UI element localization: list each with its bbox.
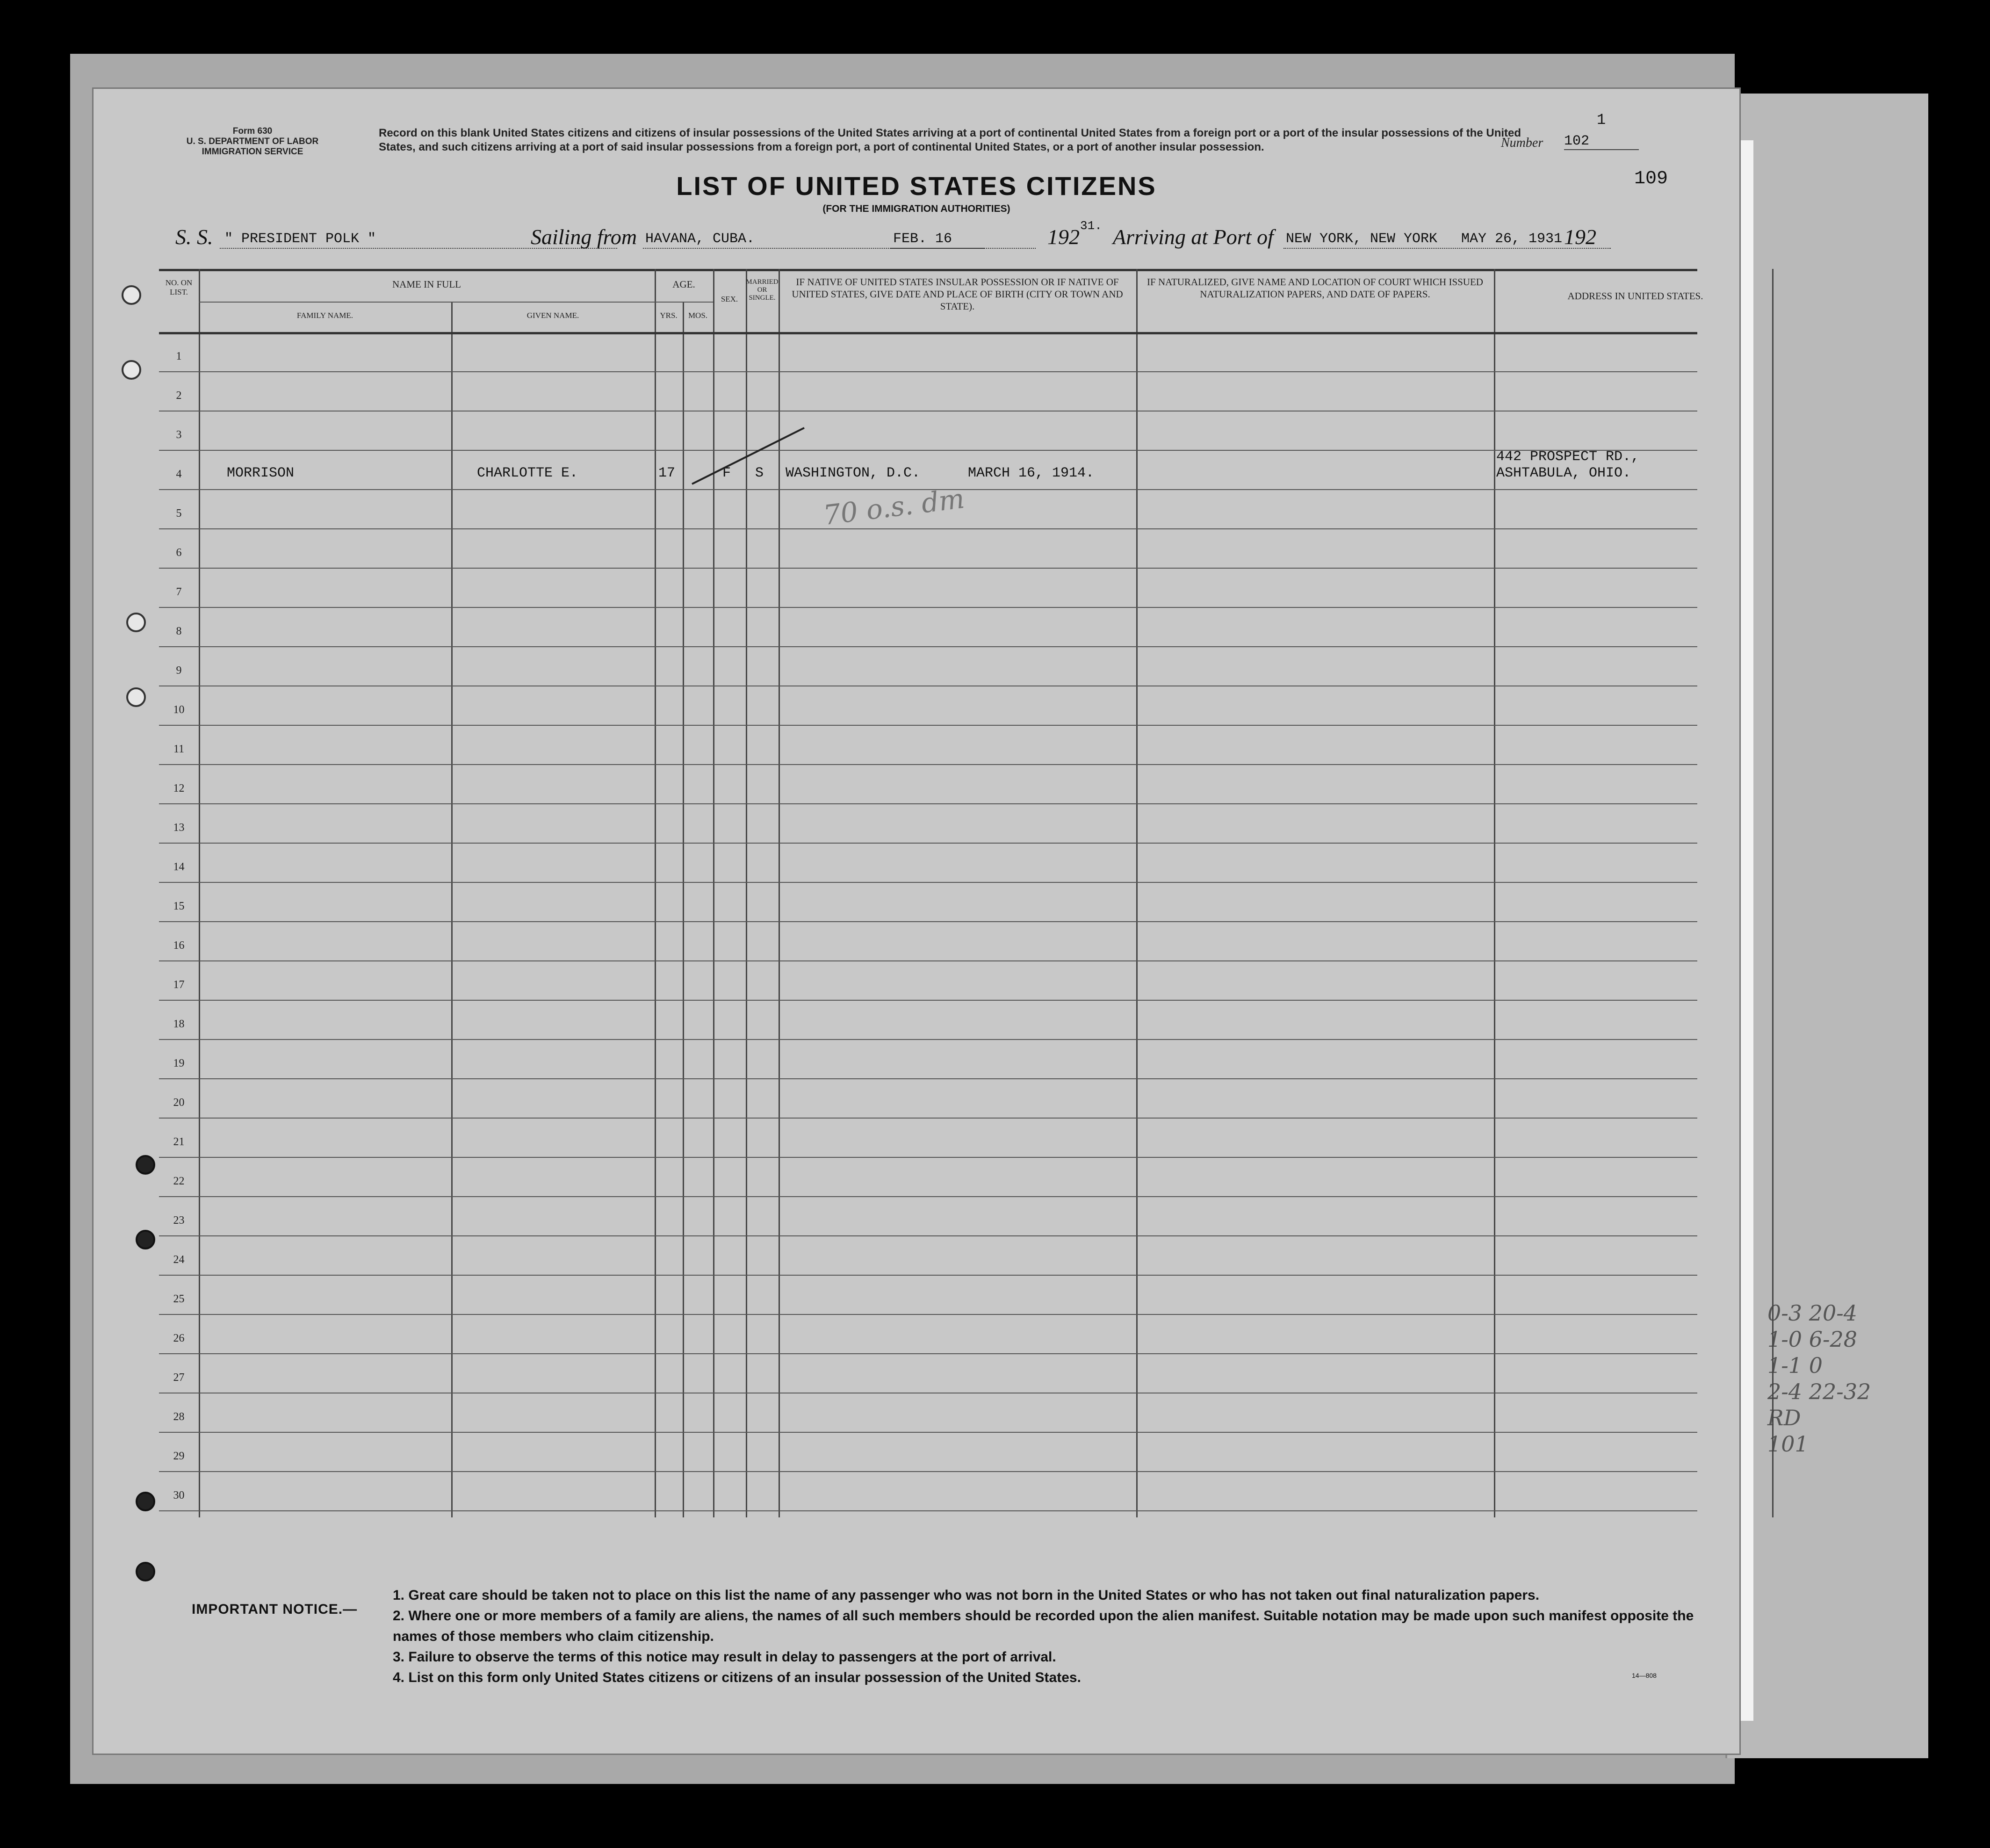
- column-rule: [451, 302, 453, 1517]
- sheet-number: 1: [1597, 111, 1606, 129]
- department-name: U. S. DEPARTMENT OF LABOR: [186, 137, 319, 146]
- form-number: Form 630: [232, 126, 273, 136]
- row-number: 25: [173, 1293, 185, 1305]
- marital-status-cell: S: [755, 465, 764, 481]
- row-rule: [159, 1471, 1697, 1472]
- subheader-rule: [199, 302, 655, 303]
- margin-note-line: 1-0 6-28: [1767, 1327, 1858, 1352]
- header-family-name: FAMILY NAME.: [296, 311, 353, 320]
- row-rule: [159, 607, 1697, 608]
- row-number: 5: [176, 507, 182, 520]
- row-number: 13: [173, 822, 185, 834]
- sailing-date: FEB. 16: [893, 231, 952, 247]
- row-number: 15: [173, 900, 185, 912]
- margin-note-line: RD: [1767, 1405, 1801, 1430]
- row-rule: [159, 725, 1697, 726]
- year-prefix: 192: [1047, 225, 1080, 249]
- birth-date-cell: MARCH 16, 1914.: [968, 465, 1095, 481]
- header-age: AGE.: [672, 279, 695, 290]
- given-name-cell: CHARLOTTE E.: [477, 465, 578, 481]
- row-number: 17: [173, 979, 185, 991]
- sailing-date-underline: [891, 248, 1036, 249]
- row-rule: [159, 1314, 1697, 1315]
- row-rule: [159, 1275, 1697, 1276]
- passenger-table: [159, 269, 1703, 1517]
- row-rule: [159, 1000, 1697, 1001]
- row-rule: [159, 1235, 1697, 1236]
- notice-list: [393, 1585, 1702, 1688]
- page-title: LIST OF UNITED STATES CITIZENS: [676, 171, 1157, 201]
- arriving-date: MAY 26, 1931: [1461, 231, 1563, 247]
- ss-label: S. S.: [175, 225, 213, 249]
- table-top-rule: [159, 269, 1697, 271]
- back-page: [1725, 94, 1928, 1758]
- row-rule: [159, 528, 1697, 529]
- arriving-port: NEW YORK, NEW YORK: [1286, 231, 1438, 247]
- row-number: 19: [173, 1057, 185, 1069]
- margin-note-line: 1-1 0: [1767, 1353, 1823, 1378]
- column-rule: [1494, 269, 1495, 1517]
- header-mos: MOS.: [688, 311, 708, 320]
- row-number: 18: [173, 1018, 185, 1030]
- row-number: 3: [176, 429, 182, 441]
- ship-name: " PRESIDENT POLK ": [224, 231, 376, 247]
- voyage-line: [94, 219, 1739, 253]
- row-rule: [159, 921, 1697, 922]
- row-number: 14: [173, 861, 185, 873]
- row-number: 28: [173, 1411, 185, 1423]
- notice-item: 3. Failure to observe the terms of this notice may result in delay to passengers at the port of arrival.: [393, 1649, 1056, 1665]
- row-number: 12: [173, 782, 185, 794]
- row-number: 26: [173, 1332, 185, 1344]
- row-rule: [159, 450, 1697, 451]
- header-sex: SEX.: [721, 295, 738, 303]
- row-number: 16: [173, 939, 185, 952]
- binding-hole: [122, 360, 141, 380]
- year-suffix: 31.: [1080, 219, 1102, 233]
- row-number: 2: [176, 390, 182, 402]
- number-label: Number: [1501, 136, 1543, 150]
- row-number: 21: [173, 1136, 185, 1148]
- address-line-1: 442 PROSPECT RD.,: [1496, 449, 1640, 465]
- column-rule: [1136, 269, 1138, 1517]
- margin-note-line: 101: [1767, 1431, 1809, 1457]
- header-address: ADDRESS IN UNITED STATES.: [1567, 290, 1703, 302]
- manifest-page: [94, 89, 1739, 1754]
- row-rule: [159, 1196, 1697, 1197]
- binding-hole: [136, 1492, 155, 1511]
- age-years-cell: 17: [658, 465, 676, 481]
- binding-hole: [122, 285, 141, 305]
- row-number: 8: [176, 625, 182, 637]
- row-rule: [159, 1432, 1697, 1433]
- row-number: 1: [176, 350, 182, 362]
- row-number: 7: [176, 586, 182, 598]
- column-rule: [655, 269, 656, 1517]
- row-rule: [159, 803, 1697, 804]
- row-rule: [159, 568, 1697, 569]
- margin-note-line: 0-3 20-4: [1767, 1300, 1858, 1326]
- header-name-in-full: NAME IN FULL: [392, 279, 461, 290]
- header-given-name: GIVEN NAME.: [526, 311, 579, 320]
- handwritten-check-mark: [687, 423, 809, 489]
- row-number: 29: [173, 1450, 185, 1462]
- binding-hole: [136, 1562, 155, 1581]
- arriving-label: Arriving at Port of: [1113, 225, 1274, 249]
- row-number: 6: [176, 547, 182, 559]
- form-print-code: 14—808: [1632, 1672, 1657, 1679]
- header-married-single: MARRIED OR SINGLE.: [746, 278, 779, 302]
- column-rule: [199, 269, 200, 1517]
- column-rule: [1772, 269, 1774, 1517]
- row-rule: [159, 1039, 1697, 1040]
- sailing-from: HAVANA, CUBA.: [645, 231, 755, 247]
- row-number: 4: [176, 468, 182, 480]
- header-naturalized: IF NATURALIZED, GIVE NAME AND LOCATION OF COURT WHICH ISSUED NATURALIZATION PAPERS, AND DATE OF PAPERS.: [1147, 276, 1483, 300]
- handwritten-annotation: 70 o.s. dm: [821, 482, 966, 532]
- header-birth: IF NATIVE OF UNITED STATES INSULAR POSSESSION OR IF NATIVE OF UNITED STATES, GIVE DATE AND PLACE OF BIRTH (CITY OR TOWN AND STATE).: [792, 276, 1123, 312]
- header-bottom-rule: [159, 332, 1697, 334]
- address-line-2: ASHTABULA, OHIO.: [1496, 465, 1631, 481]
- notice-title: IMPORTANT NOTICE.—: [192, 1602, 358, 1617]
- header-yrs: YRS.: [660, 311, 678, 320]
- margin-note-line: 2-4 22-32: [1767, 1379, 1871, 1404]
- row-rule: [159, 646, 1697, 647]
- form-instructions: Record on this blank United States citizens and citizens of insular possessions of the United States arriving at a port of continental United States from a foreign port or a port of the insular possessions of the United States, and such citizens arriving at a port of said insular possessions from a foreign port, a port of continental United States, or a port of another insular possession.: [379, 127, 1521, 153]
- service-name: IMMIGRATION SERVICE: [202, 147, 303, 157]
- notice-item: 1. Great care should be taken not to place on this list the name of any passenger who was not born in the United States or who has not taken out final naturalization papers.: [393, 1588, 1540, 1603]
- binding-hole: [126, 687, 146, 707]
- row-rule: [159, 371, 1697, 372]
- row-number: 24: [173, 1254, 185, 1266]
- binding-hole: [126, 613, 146, 632]
- form-identifier: [182, 126, 323, 157]
- row-rule: [159, 1157, 1697, 1158]
- family-name-cell: MORRISON: [227, 465, 295, 481]
- birth-place-cell: WASHINGTON, D.C.: [786, 465, 921, 481]
- sex-cell: F: [722, 465, 731, 481]
- row-number: 9: [176, 664, 182, 677]
- arriving-underline: [1283, 248, 1611, 249]
- row-rule: [159, 1078, 1697, 1079]
- margin-notes: [1767, 1300, 1871, 1457]
- sailing-from-label: Sailing from: [531, 225, 637, 249]
- row-rule: [159, 882, 1697, 883]
- row-number: 11: [173, 743, 185, 755]
- row-rule: [159, 1353, 1697, 1354]
- row-number: 30: [173, 1489, 185, 1502]
- row-rule: [159, 843, 1697, 844]
- row-rule: [159, 1510, 1697, 1511]
- row-rule: [159, 960, 1697, 961]
- row-number: 20: [173, 1097, 185, 1109]
- row-number: 22: [173, 1175, 185, 1187]
- notice-item: 4. List on this form only United States citizens or citizens of an insular possession of the United States.: [393, 1670, 1081, 1685]
- row-number: 27: [173, 1372, 185, 1384]
- subheader-rule: [655, 302, 713, 303]
- row-rule: [159, 1118, 1697, 1119]
- page-subtitle: (FOR THE IMMIGRATION AUTHORITIES): [822, 203, 1010, 214]
- header-no-on-list: NO. ON LIST.: [165, 278, 193, 296]
- number-value: 102: [1564, 133, 1639, 150]
- row-rule: [159, 764, 1697, 765]
- stamped-number: 109: [1634, 168, 1668, 189]
- arriving-year-prefix: 192: [1564, 225, 1596, 249]
- row-number: 23: [173, 1214, 185, 1227]
- notice-item: 2. Where one or more members of a family are aliens, the names of all such members should be recorded upon the alien manifest. Suitable notation may be made upon such manifest opposite the names of those members who claim citizenship.: [393, 1608, 1694, 1644]
- binding-hole: [136, 1155, 155, 1175]
- row-number: 10: [173, 704, 185, 716]
- column-rule: [683, 302, 684, 1517]
- binding-hole: [136, 1230, 155, 1249]
